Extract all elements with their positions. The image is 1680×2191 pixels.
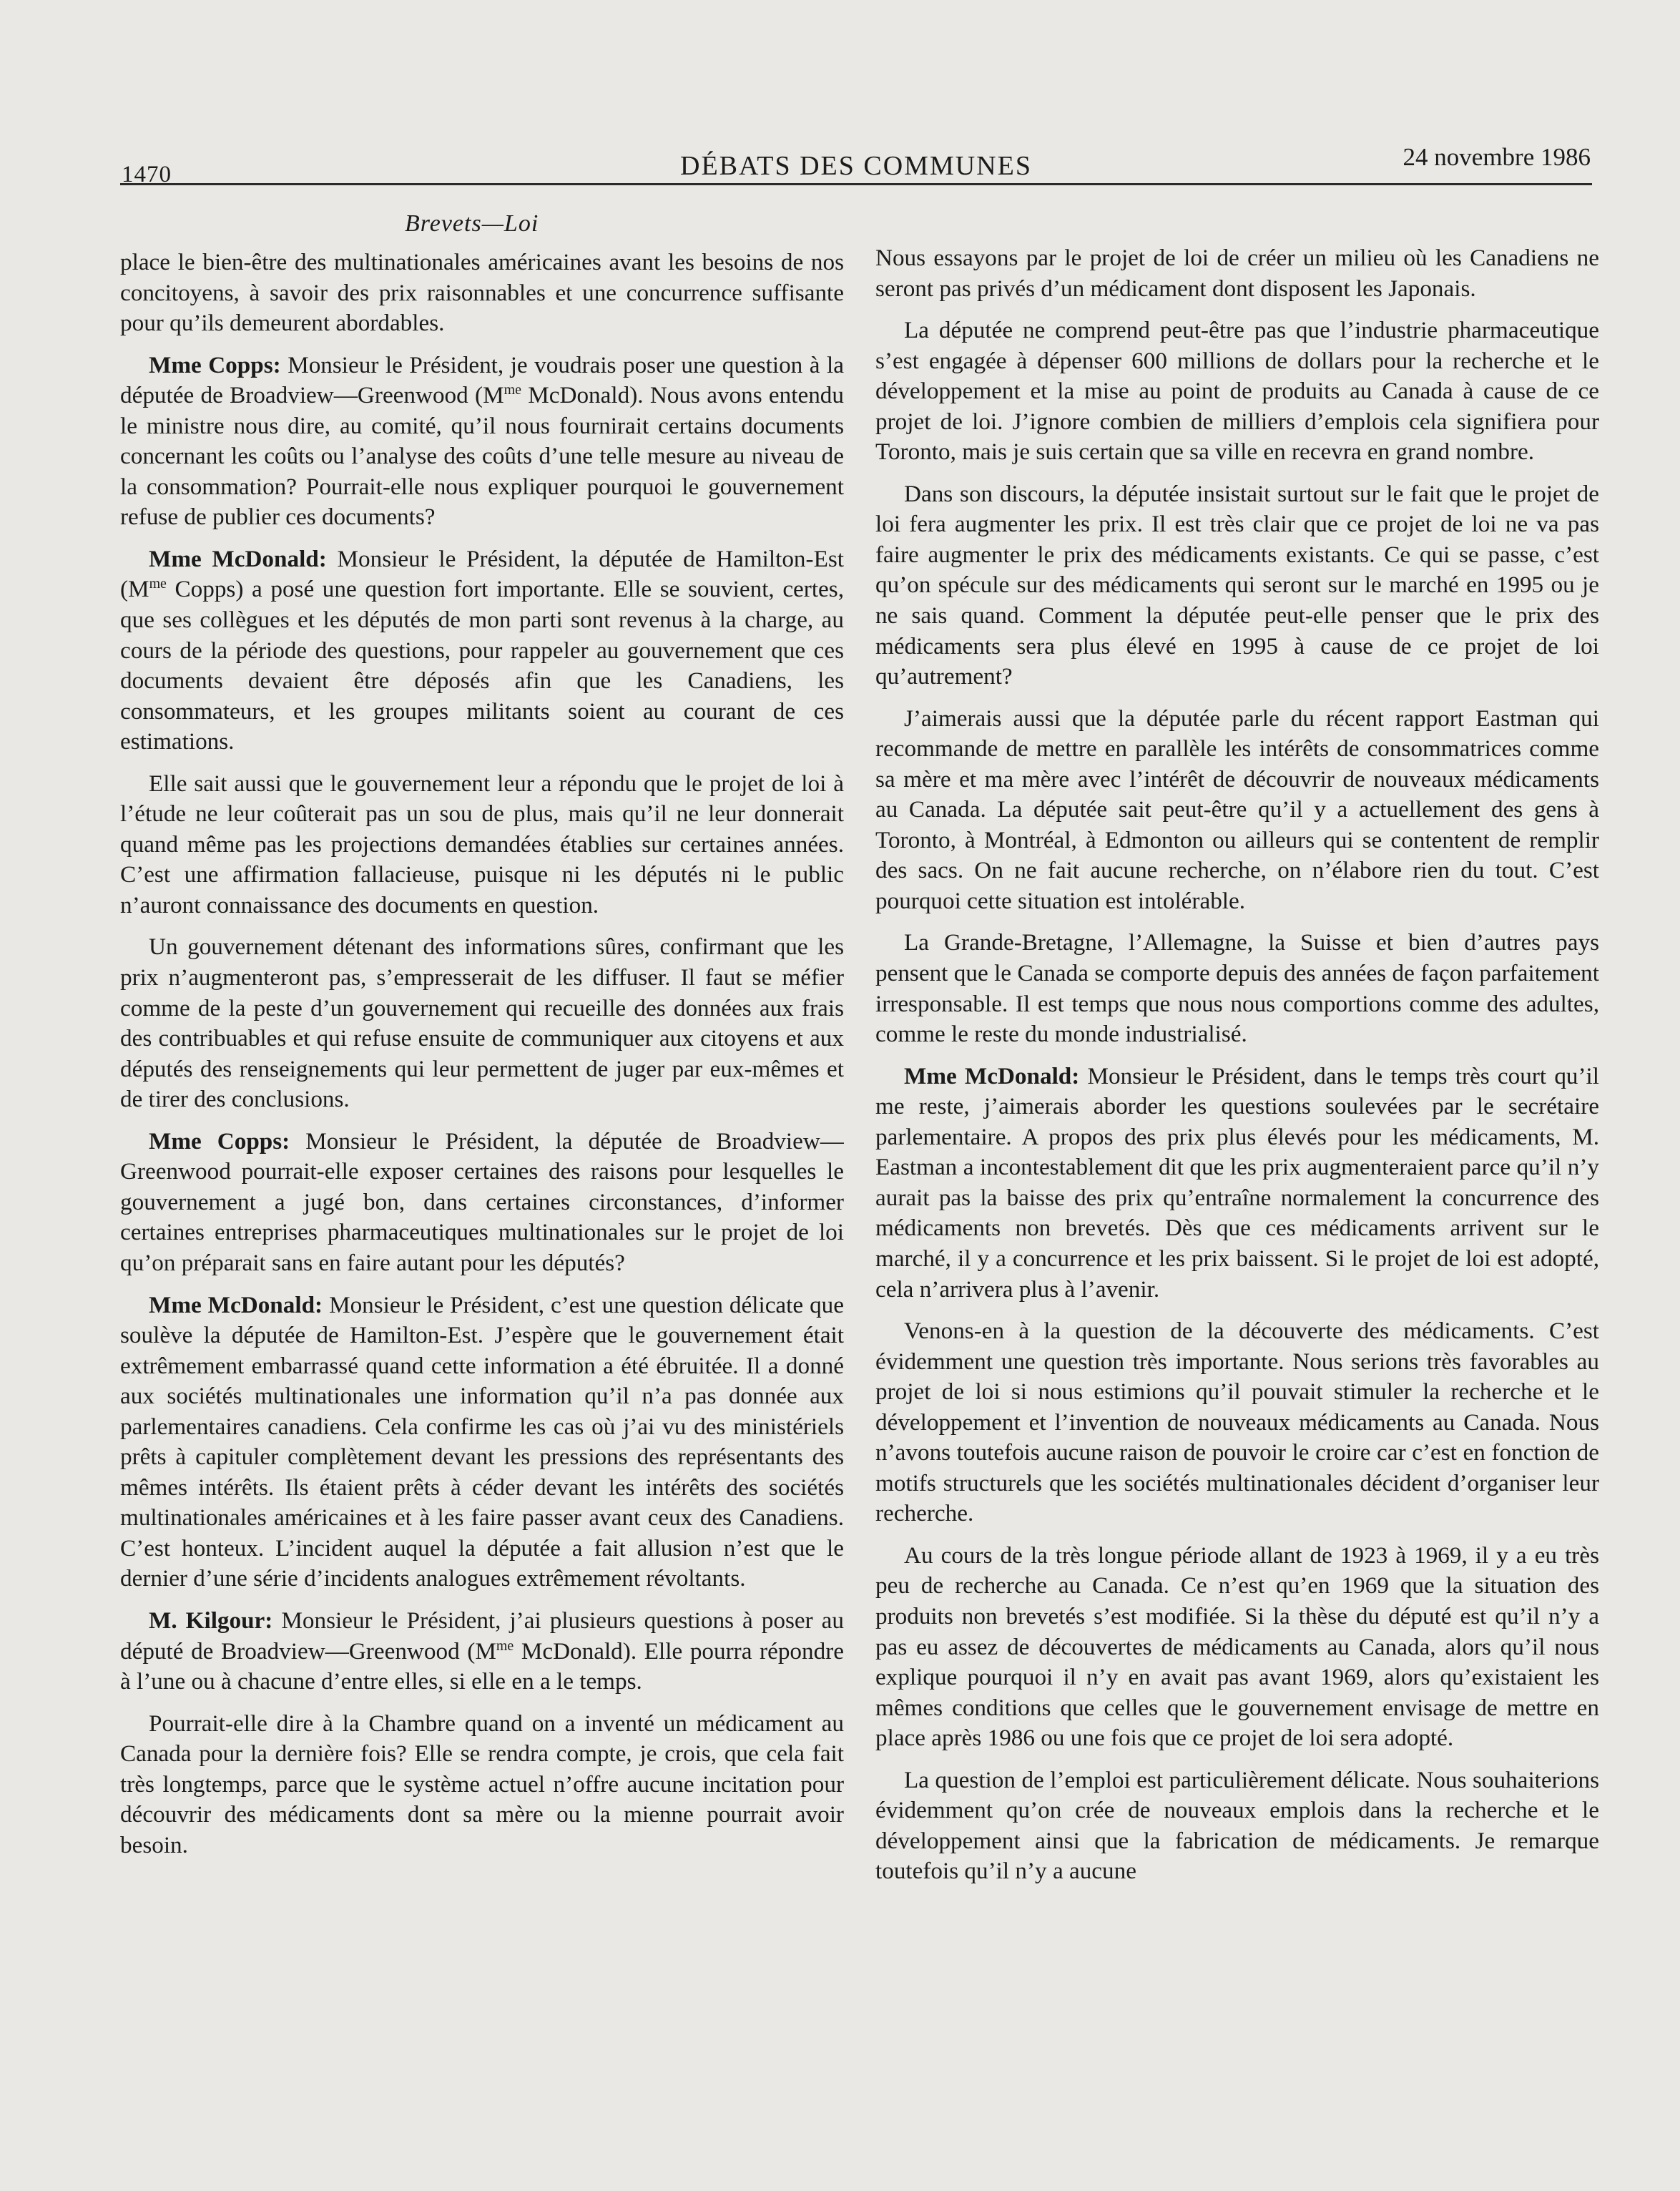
paragraph — [875, 928, 1599, 1049]
paragraph — [875, 1541, 1599, 1754]
publication-title: DÉBATS DES COMMUNES — [680, 151, 1032, 181]
speaker-name: M. Kilgour: — [149, 1607, 273, 1634]
paragraph-text: Monsieur le Président, c’est une question délicate que soulève la députée de Hamilton-Est. J’espère que le gouvernement était extrêmement embarrassé quand cette information a été ébruitée. Il a donné aux sociétés multinationales une information qu’il n’a pas donnée aux parlementaires canadiens. Cela confirme les cas où j’ai vu des ministériels prêts à capituler complètement devant les pressions des représentants des mêmes intérêts. Ils étaient prêts à céder devant les intérêts des sociétés multinationales américaines et à les faire passer avant ceux des Canadiens. C’est honteux. L’incident auquel la députée a fait allusion n’est que le dernier d’une série d’incidents analogues extrêmement révoltants. — [120, 1291, 844, 1592]
speaker-name: Mme McDonald: — [149, 545, 327, 572]
paragraph-text: Monsieur le Président, je voudrais poser une question à la députée de Broadview—Greenwood ($M^{me}$ McDonald). Nous avons entendu le ministre nous dire, au comité, qu’il nous fournirait certains documents concernant les coûts ou l’analyse des coûts d’une telle mesure au niveau de la consommation? Pourrait-elle nous expliquer pourquoi le gouvernement refuse de publier ces documents? — [120, 351, 844, 531]
paragraph-text: La députée ne comprend peut-être pas que l’industrie pharmaceutique s’est engagée à dépenser 600 millions de dollars pour la recherche et le développement et la mise au point de produits au Canada à cause de ce projet de loi. J’ignore combien de milliers d’emplois cela signifiera pour Toronto, mais je suis certain que sa ville en recevra en grand nombre. — [875, 317, 1599, 466]
paragraph-text: Dans son discours, la députée insistait surtout sur le fait que le projet de loi fera augmenter les prix. Il est très clair que ce projet de loi ne va pas faire augmenter le prix des médicaments existants. Ce qui se passe, c’est qu’on spécule sur des médicaments qui seront sur le marché en 1995 ou je ne sais quand. Comment la députée peut-elle penser que le prix des médicaments sera plus élevé en 1995 à cause de ce projet de loi qu’autrement? — [875, 480, 1599, 690]
left-column — [120, 247, 844, 2079]
speaker-name: Mme Copps: — [149, 351, 281, 378]
paragraph — [120, 932, 844, 1114]
paragraph — [120, 1127, 844, 1279]
paragraph-text: Monsieur le Président, la députée de Broadview—Greenwood pourrait-elle exposer certaines des raisons pour lesquelles le gouvernement a jugé bon, dans certaines circonstances, d’informer certaines entreprises pharmaceutiques multinationales sur le projet de loi qu’on préparait sans en faire autant pour les députés? — [120, 1127, 844, 1276]
paragraph — [875, 1765, 1599, 1887]
speaker-name: Mme Copps: — [149, 1127, 290, 1155]
paragraph — [875, 1316, 1599, 1529]
paragraph — [120, 1290, 844, 1594]
paragraph-text: Un gouvernement détenant des informations sûres, confirmant que les prix n’augmenteront pas, s’empresserait de les diffuser. Il faut se méfier comme de la peste d’un gouvernement qui recueille des données aux frais des contribuables et qui refuse ensuite de communiquer aux citoyens et aux députés des renseignements qui leur permettent de juger par eux-mêmes et de tirer des conclusions. — [120, 933, 844, 1113]
paragraph — [875, 479, 1599, 692]
paragraph-text: La Grande-Bretagne, l’Allemagne, la Suisse et bien d’autres pays pensent que le Canada se comporte depuis des années de façon parfaitement irresponsable. Il est temps que nous nous comportions comme des adultes, comme le reste du monde industrialisé. — [875, 929, 1599, 1048]
page-header — [120, 140, 1592, 185]
paragraph — [875, 243, 1599, 304]
paragraph-text: Venons-en à la question de la découverte des médicaments. C’est évidemment une question très importante. Nous serions très favorables au projet de loi si nous estimions qu’il pouvait stimuler la recherche et le développement et l’invention de nouveaux médicaments au Canada. Nous n’avons toutefois aucune raison de pouvoir le croire car c’est en fonction de motifs structurels que les sociétés multinationales décident d’organiser leur recherche. — [875, 1318, 1599, 1527]
publication-date: 24 novembre 1986 — [1403, 143, 1591, 171]
paragraph-text: Nous essayons par le projet de loi de créer un milieu où les Canadiens ne seront pas privés d’un médicament dont disposent les Japonais. — [875, 245, 1599, 302]
paragraph — [120, 769, 844, 921]
paragraph-text: Au cours de la très longue période allant de 1923 à 1969, il y a eu très peu de recherche au Canada. Ce n’est qu’en 1969 que la situation des produits non brevetés s’est modifiée. Si la thèse du député est qu’il n’y a pas eu assez de découvertes de médicaments au Canada, alors qu’il nous explique pourquoi il n’y en avait pas avant 1969, alors qu’existaient les mêmes conditions que celles que le gouvernement envisage de mettre en place après 1986 ou une fois que ce projet de loi sera adopté. — [875, 1541, 1599, 1752]
paragraph-text: Pourrait-elle dire à la Chambre quand on a inventé un médicament au Canada pour la dernière fois? Elle se rendra compte, je crois, que cela fait très longtemps, parce que le système actuel n’offre aucune incitation pour découvrir des médicaments dont sa mère ou la mienne pourrait avoir besoin. — [120, 1710, 844, 1858]
paragraph-text: Monsieur le Président, la députée de Hamilton-Est ($M^{me}$ Copps) a posé une question fort importante. Elle se souvient, certes, que ses collègues et les députés de mon parti sont revenus à la charge, au cours de la période des questions, pour rappeler au gouvernement que ces documents devaient être déposés afin que les Canadiens, les consommateurs, et les groupes militants soient au courant de ces estimations. — [120, 545, 844, 755]
running-title: Brevets—Loi — [405, 210, 539, 237]
paragraph-text: place le bien-être des multinationales américaines avant les besoins de nos concitoyens, à savoir des prix raisonnables et une concurrence suffisante pour qu’ils demeurent abordables. — [120, 249, 844, 337]
paragraph-text: La question de l’emploi est particulièrement délicate. Nous souhaiterions évidemment qu’on crée de nouveaux emplois dans la recherche et le développement ainsi que la fabrication de médicaments. Je remarque toutefois qu’il n’y a aucune — [875, 1766, 1599, 1885]
paragraph — [875, 704, 1599, 917]
paragraph — [120, 544, 844, 758]
paragraph-text: Monsieur le Président, j’ai plusieurs questions à poser au député de Broadview—Greenwood ($M^{me}$ McDonald). Elle pourra répondre à l’une ou à chacune d’entre elles, si elle en a le temps. — [120, 1607, 844, 1695]
speaker-name: Mme McDonald: — [149, 1291, 323, 1318]
paragraph — [120, 351, 844, 533]
paragraph — [120, 1606, 844, 1697]
speaker-name: Mme McDonald: — [904, 1062, 1080, 1089]
paragraph-text: Monsieur le Président, dans le temps très court qu’il me reste, j’aimerais aborder les questions soulevées par le secrétaire parlementaire. A propos des prix plus élevés pour les médicaments, M. Eastman a incontestablement dit que les prix augmenteraient parce qu’il n’y aurait pas la baisse des prix qu’entraîne normalement la concurrence des médicaments non brevetés. Dès que ces médicaments arrivent sur le marché, il y a concurrence et les prix baissent. Si le projet de loi est adopté, cela n’arrivera plus à l’avenir. — [875, 1062, 1599, 1303]
paragraph — [120, 1709, 844, 1861]
page-number: 1470 — [122, 162, 172, 187]
paragraph — [120, 247, 844, 339]
paragraph-text: J’aimerais aussi que la députée parle du récent rapport Eastman qui recommande de mettre en parallèle les intérêts de consommatrices comme sa mère et ma mère avec l’intérêt de découvrir de nouveaux médicaments au Canada. La députée sait peut-être qu’il y a actuellement des gens à Toronto, à Montréal, à Edmonton ou ailleurs qui se contentent de remplir des sacs. On ne fait aucune recherche, on n’élabore rien du tout. C’est pourquoi cette situation est intolérable. — [875, 705, 1599, 914]
right-column — [875, 243, 1599, 2074]
paragraph — [875, 1062, 1599, 1305]
paragraph — [875, 315, 1599, 468]
paragraph-text: Elle sait aussi que le gouvernement leur a répondu que le projet de loi à l’étude ne leur coûterait pas un sou de plus, mais qu’il ne leur donnerait quand même pas les projections demandées établies sur certaines années. C’est une affirmation fallacieuse, puisque ni les députés ni le public n’auront connaissance des documents en question. — [120, 770, 844, 918]
